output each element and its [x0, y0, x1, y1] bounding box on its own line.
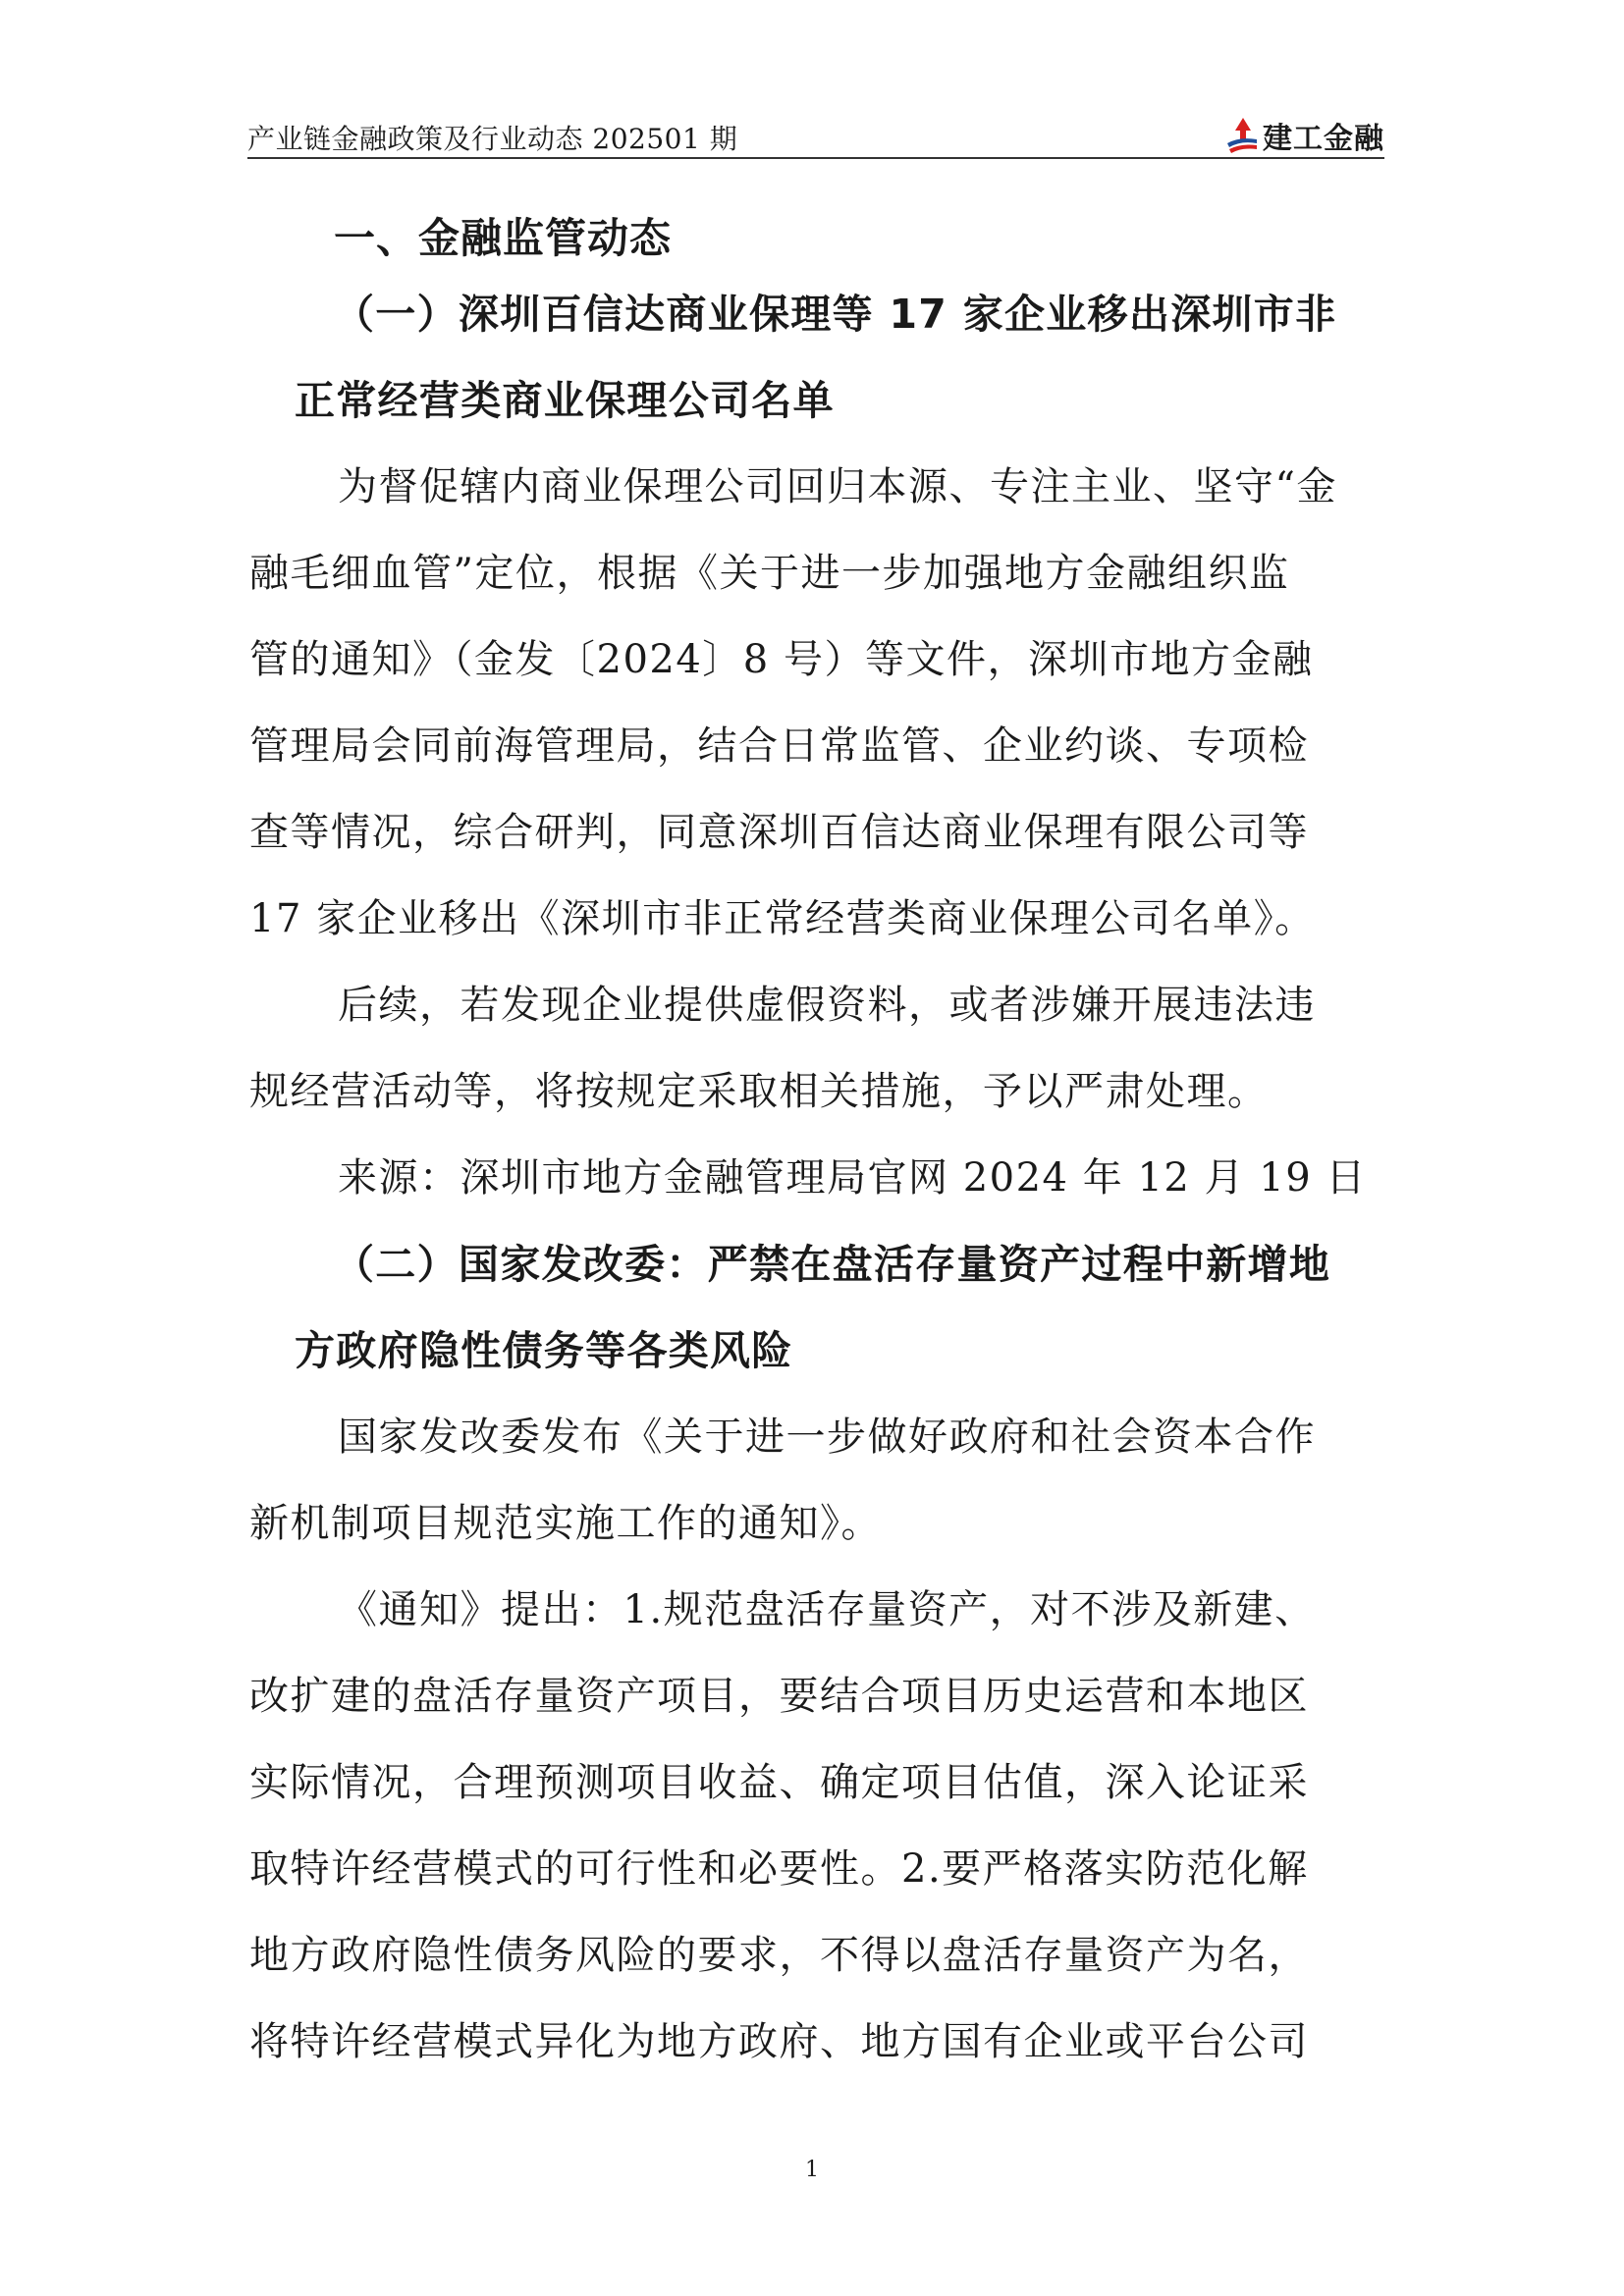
text-line: 查等情况，综合研判，同意深圳百信达商业保理有限公司等 — [249, 810, 1309, 855]
header-brand — [1225, 114, 1384, 157]
item-1-source — [249, 1135, 1384, 1221]
text-line: 新机制项目规范实施工作的通知》。 — [249, 1501, 882, 1546]
section-heading: 一、金融监管动态 — [334, 214, 673, 262]
text-line: 实际情况，合理预测项目收益、确定项目估值，深入论证采 — [249, 1760, 1309, 1805]
text-line: 国家发改委发布《关于进一步做好政府和社会资本合作 — [338, 1415, 1316, 1460]
item-2-paragraph-1 — [249, 1394, 1384, 1567]
item-1-title — [249, 271, 1384, 444]
text-line: 后续，若发现企业提供虚假资料，或者涉嫌开展违法违 — [338, 983, 1316, 1028]
text-line: 管理局会同前海管理局，结合日常监管、企业约谈、专项检 — [249, 723, 1309, 769]
text-line: 改扩建的盘活存量资产项目，要结合项目历史运营和本地区 — [249, 1674, 1309, 1719]
text-line: 融毛细血管”定位，根据《关于进一步加强地方金融组织监 — [249, 551, 1290, 596]
item-2-title — [249, 1221, 1384, 1394]
item-2-title-line-1: （二）国家发改委：严禁在盘活存量资产过程中新增地 — [334, 1241, 1331, 1288]
item-1-title-line-1: （一）深圳百信达商业保理等 17 家企业移出深圳市非 — [334, 291, 1337, 338]
header-title: 产业链金融政策及行业动态 202501 期 — [247, 123, 738, 155]
item-1-title-line-2: 正常经营类商业保理公司名单 — [295, 377, 835, 424]
text-line: 管的通知》（金发〔2024〕8 号）等文件，深圳市地方金融 — [249, 637, 1314, 682]
text-line: 地方政府隐性债务风险的要求，不得以盘活存量资产为名， — [249, 1933, 1309, 1978]
header-divider — [247, 157, 1384, 159]
source-line: 来源：深圳市地方金融管理局官网 2024 年 12 月 19 日 — [338, 1155, 1367, 1201]
item-1-paragraph-1 — [249, 444, 1384, 962]
item-1-paragraph-2 — [249, 962, 1384, 1135]
text-line: 17 家企业移出《深圳市非正常经营类商业保理公司名单》。 — [249, 896, 1316, 941]
brand-name: 建工金融 — [1263, 122, 1384, 156]
document-body — [249, 206, 1384, 2085]
text-line: 为督促辖内商业保理公司回归本源、专注主业、坚守“金 — [338, 464, 1337, 509]
text-line: 取特许经营模式的可行性和必要性。2.要严格落实防范化解 — [249, 1846, 1309, 1892]
item-2-paragraph-2 — [249, 1567, 1384, 2085]
text-line: 《通知》提出：1.规范盘活存量资产，对不涉及新建、 — [338, 1587, 1316, 1632]
page-number: 1 — [805, 2158, 819, 2182]
text-line: 将特许经营模式异化为地方政府、地方国有企业或平台公司 — [249, 2019, 1309, 2064]
item-2-title-line-2: 方政府隐性债务等各类风险 — [295, 1327, 793, 1374]
brand-logo-icon — [1225, 117, 1259, 154]
text-line: 规经营活动等，将按规定采取相关措施，予以严肃处理。 — [249, 1069, 1269, 1114]
page-header — [247, 112, 1384, 157]
